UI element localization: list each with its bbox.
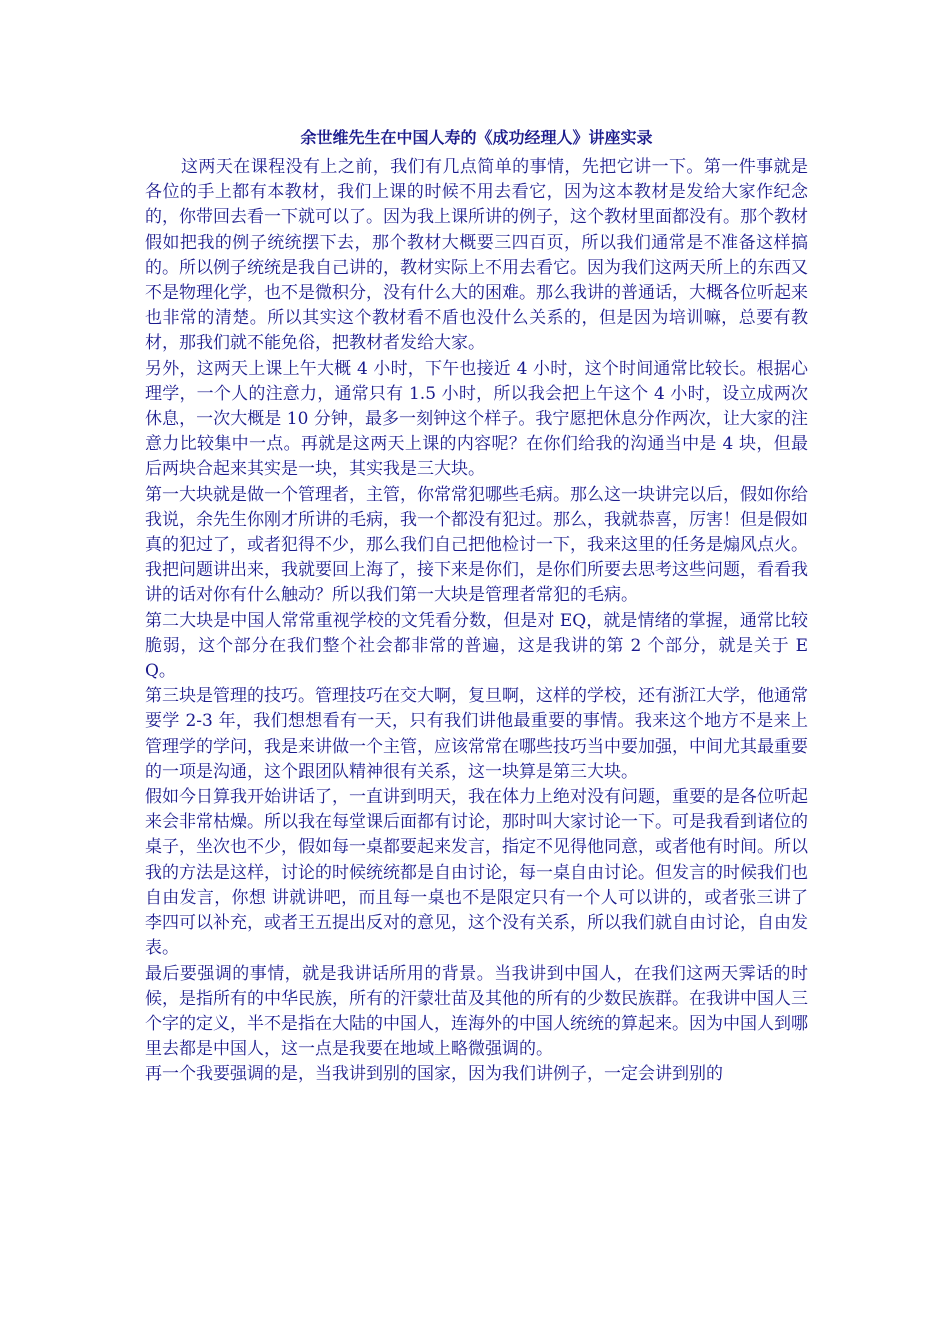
document-page: [145, 120, 808, 1088]
paragraph-part-two: 第二大块是中国人常常重视学校的文凭看分数，但是对 EQ，就是情绪的掌握，通常比较脆弱，这个部分在我们整个社会都非常的普遍，这是我讲的第 2 个部分，就是关于 EQ。: [145, 610, 808, 682]
paragraph-other-countries: 再一个我要强调的是，当我讲到别的国家，因为我们讲例子，一定会讲到别的: [145, 1064, 723, 1085]
document-title: 余世维先生在中国人寿的《成功经理人》讲座实录: [300, 128, 653, 147]
paragraph-part-three: 第三块是管理的技巧。管理技巧在交大啊，复旦啊，这样的学校，还有浙江大学，他通常要学 2-3 年，我们想想看有一天，只有我们讲他最重要的事情。我来这个地方不是来上管理学的学问，我是来讲做一个主管，应该常常在哪些技巧当中要加强，中间尤其最重要的一项是沟通，这个跟团队精神很有关系，这一块算是第三大块。: [145, 686, 808, 782]
paragraph-part-one: 第一大块就是做一个管理者，主管，你常常犯哪些毛病。那么这一块讲完以后，假如你给我说，余先生你刚才所讲的毛病，我一个都没有犯过。那么，我就恭喜，厉害！但是假如真的犯过了，或者犯得不少，那么我们自己把他检讨一下，我来这里的任务是煽风点火。我把问题讲出来，我就要回上海了，接下来是你们，是你们所要去思考这些问题，看看我讲的话对你有什么触动？所以我们第一大块是管理者常犯的毛病。: [145, 484, 808, 606]
paragraph-schedule: 另外，这两天上课上午大概 4 小时，下午也接近 4 小时，这个时间通常比较长。根据心理学，一个人的注意力，通常只有 1.5 小时，所以我会把上午这个 4 小时，设立成两次休息，一次大概是 10 分钟，最多一刻钟这个样子。我宁愿把休息分作两次，让大家的注意力比较集中一点。再就是这两天上课的内容呢？在你们给我的沟通当中是 4 块，但最后两块合起来其实是一块，其实我是三大块。: [145, 358, 808, 480]
paragraph-intro: 这两天在课程没有上之前，我们有几点简单的事情，先把它讲一下。第一件事就是各位的手上都有本教材，我们上课的时候不用去看它，因为这本教材是发给大家作纪念的，你带回去看一下就可以了。因为我上课所讲的例子，这个教材里面都没有。那个教材假如把我的例子统统摆下去，那个教材大概要三四百页，所以我们通常是不准备这样搞的。所以例子统统是我自己讲的，教材实际上不用去看它。因为我们这两天所上的东西又不是物理化学，也不是微积分，没有什么大的困难。那么我讲的普通话，大概各位听起来也非常的清楚。所以其实这个教材看不盾也没什么关系的，但是因为培训嘛，总要有教材，那我们就不能免俗，把教材者发给大家。: [145, 157, 808, 354]
paragraph-discussion: 假如今日算我开始讲话了，一直讲到明天，我在体力上绝对没有问题，重要的是各位听起来会非常枯燥。所以我在每堂课后面都有讨论，那时叫大家讨论一下。可是我看到诸位的桌子，坐次也不少，假如每一桌都要起来发言，指定不见得他同意，或者他有时间。所以我的方法是这样，讨论的时候统统都是自由讨论，每一桌自由讨论。但发言的时候我们也自由发言，你想 讲就讲吧，而且每一桌也不是限定只有一个人可以讲的，或者张三讲了李四可以补充，或者王五提出反对的意见，这个没有关系，所以我们就自由讨论，自由发表。: [145, 787, 808, 959]
paragraph-background: 最后要强调的事情，就是我讲话所用的背景。当我讲到中国人，在我们这两天霁话的时候，是指所有的中华民族，所有的汗蒙壮苗及其他的所有的少数民族群。在我讲中国人三个字的定义，半不是指在大陆的中国人，连海外的中国人统统的算起来。因为中国人到哪里去都是中国人，这一点是我要在地域上略微强调的。: [145, 963, 808, 1060]
